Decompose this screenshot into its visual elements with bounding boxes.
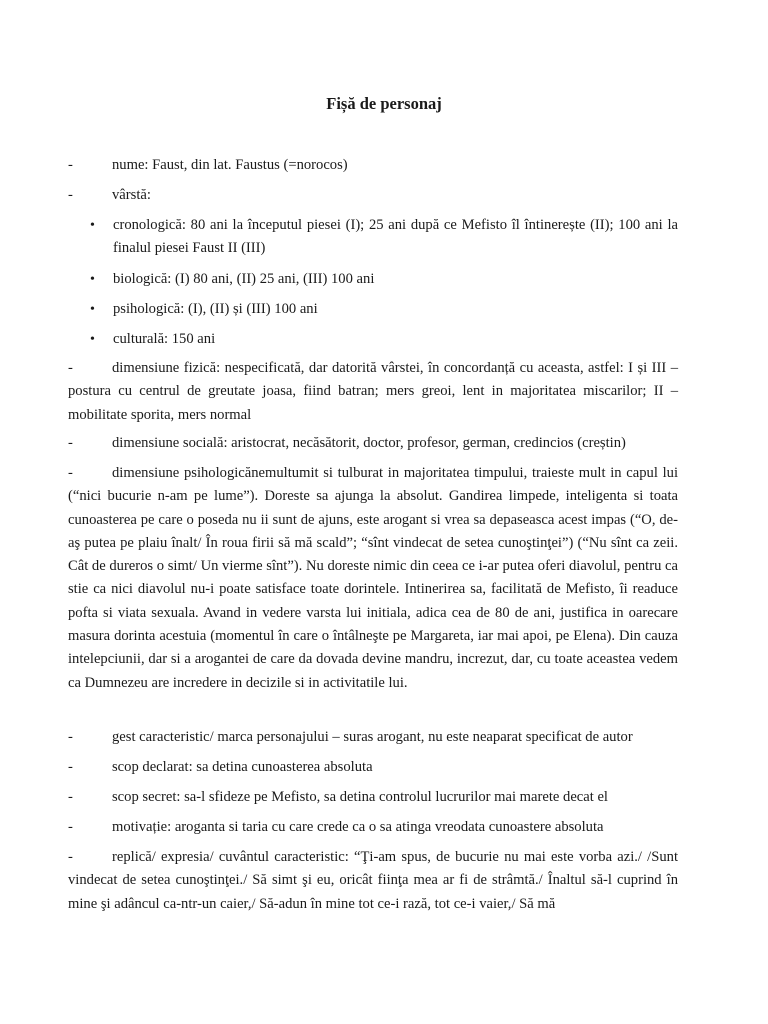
list-dash: - bbox=[68, 789, 73, 805]
list-item-catchphrase bbox=[68, 846, 678, 916]
list-item-text: gest caracteristic/ marca personajului – suras arogant, nu este neaparat specificat de autor bbox=[112, 729, 633, 745]
bullet: • bbox=[90, 218, 95, 233]
list-item-gesture bbox=[68, 726, 678, 749]
list-item-motivation bbox=[68, 816, 678, 839]
list-item-text: scop secret: sa-l sfideze pe Mefisto, sa detina controlul lucrurilor mai marete decat el bbox=[112, 789, 608, 805]
list-item-text: scop declarat: sa detina cunoasterea absoluta bbox=[112, 759, 373, 775]
list-item-psychological-dimension bbox=[68, 462, 678, 695]
list-item-social bbox=[68, 432, 678, 455]
list-dash: - bbox=[68, 435, 73, 451]
list-item-text: biologică: (I) 80 ani, (II) 25 ani, (III) 100 ani bbox=[113, 271, 375, 287]
bullet: • bbox=[90, 332, 95, 347]
list-dash: - bbox=[68, 849, 73, 865]
list-dash: - bbox=[68, 759, 73, 775]
list-item-text: replică/ expresia/ cuvântul caracteristic: “Ţi-am spus, de bucurie nu mai este vorba azi./ /Sunt vindecat de setea cunoştinţei./ Să simt şi eu, oricât fiinţa mea ar fi de strâmtă./ Înaltul să-l cuprind în mine şi adâncul ca-ntr-un caier,/ Să-adun în mine tot ce-i rază, tot ce-i vaier,/ Să mă bbox=[68, 849, 678, 912]
bullet: • bbox=[90, 272, 95, 287]
list-item-text: psihologică: (I), (II) și (III) 100 ani bbox=[113, 301, 318, 317]
list-item-physical bbox=[68, 357, 678, 427]
bullet: • bbox=[90, 302, 95, 317]
list-dash: - bbox=[68, 157, 73, 173]
list-item-age-chronological bbox=[68, 214, 678, 261]
list-dash: - bbox=[68, 465, 73, 481]
list-item-age-cultural bbox=[68, 328, 678, 351]
list-item-name bbox=[68, 154, 678, 177]
list-dash: - bbox=[68, 360, 73, 376]
list-dash: - bbox=[68, 819, 73, 835]
page-title: Fișă de personaj bbox=[326, 94, 442, 113]
list-item-text: cronologică: 80 ani la începutul piesei (I); 25 ani după ce Mefisto îl întinerește (II); 100 ani la finalul piesei Faust II (III) bbox=[113, 217, 678, 257]
list-item-age bbox=[68, 184, 678, 207]
list-item-text: dimensiune psihologicănemultumit si tulburat in majoritatea timpului, traieste mult in capul lui (“nici bucurie n-am pe lume”). Doreste sa ajunga la absolut. Gandirea limpede, inteligenta si toata cunoasterea pe care o poseda nu ii sunt de ajuns, este arogant si vrea sa depaseasca acest impas (“O, de-aş putea pe plaiu înalt/ În roua firii să mă scald”; “sînt vindecat de setea cunoştinţei”) (“Nu sînt ca zeii. Cât de dureros o simt/ Un vierme sînt”). Nu doreste nimic din ceea ce i-ar putea oferi diavolul, pentru ca stie ca nici diavolul nu-i poate satisface toate dorintele. Intinerirea sa, facilitată de Mefisto, îi readuce pofta si viata sexuala. Avand in vedere varsta lui initiala, adica cea de 80 de ani, justifica in oarecare masura dorinta acestuia (momentul în care o întâlneşte pe Margareta, iar mai apoi, pe Elena). Din cauza intelepciunii, dar si a arogantei de care da dovada devine mandru, increzut, dar, cu toate aceastea vedem ca Dumnezeu are incredere in decizile si in activitatile lui. bbox=[68, 465, 678, 691]
list-item-secret-goal bbox=[68, 786, 678, 809]
list-item-text: dimensiune socială: aristocrat, necăsătorit, doctor, profesor, german, credincios (creștin) bbox=[112, 435, 626, 451]
list-item-age-biological bbox=[68, 268, 678, 291]
list-item-text: vârstă: bbox=[112, 187, 151, 203]
list-dash: - bbox=[68, 729, 73, 745]
list-item-text: culturală: 150 ani bbox=[113, 331, 216, 347]
list-item-text: nume: Faust, din lat. Faustus (=norocos) bbox=[112, 157, 348, 173]
list-item-declared-goal bbox=[68, 756, 678, 779]
list-item-text: dimensiune fizică: nespecificată, dar datorită vârstei, în concordanță cu aceasta, astfel: I și III – postura cu centrul de greutate joasa, fiind batran; mers greoi, lent in majoritatea miscarilor; II – mobilitate sporita, mers normal bbox=[68, 360, 678, 423]
list-dash: - bbox=[68, 187, 73, 203]
list-item-age-psychological bbox=[68, 298, 678, 321]
list-item-text: motivație: aroganta si taria cu care crede ca o sa atinga vreodata cunoastere absoluta bbox=[112, 819, 604, 835]
